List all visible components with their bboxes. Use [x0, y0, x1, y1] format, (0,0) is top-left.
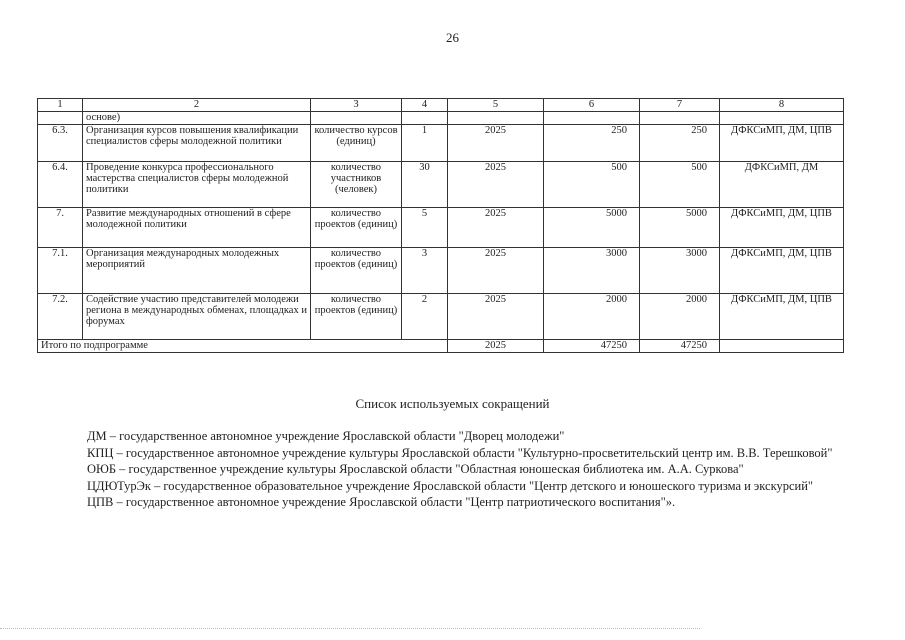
cell-sum1: 500: [544, 162, 640, 208]
cell-sum2: 5000: [640, 208, 720, 248]
total-executors: [720, 340, 844, 353]
table-total-row: [38, 340, 844, 353]
table-row: [38, 294, 844, 340]
cell-sum1: 250: [544, 125, 640, 162]
cell-year: 2025: [448, 248, 544, 294]
abbreviation-item: КПЦ – государственное автономное учреждение культуры Ярославской области "Культурно-просветительский центр им. В.В. Терешковой": [87, 445, 833, 460]
cell-sum1: 3000: [544, 248, 640, 294]
column-header: 8: [720, 99, 844, 112]
cell-name: Содействие участию представителей молодежи региона в международных обменах, площадках и форумах: [83, 294, 311, 340]
cell-indicator: количество участников (человек): [311, 162, 402, 208]
abbreviation-item: ОЮБ – государственное учреждение культуры Ярославской области "Областная юношеская библиотека им. А.А. Суркова": [87, 462, 744, 476]
cell-value: 1: [402, 125, 448, 162]
total-label: Итого по подпрограмме: [38, 340, 448, 353]
column-header: 2: [83, 99, 311, 112]
table-row-continuation: [38, 112, 844, 125]
cell-sum2: 500: [640, 162, 720, 208]
table-row: [38, 162, 844, 208]
cell-value: 5: [402, 208, 448, 248]
cell-year: 2025: [448, 294, 544, 340]
table-row: [38, 248, 844, 294]
cell-executors: ДФКСиМП, ДМ, ЦПВ: [720, 208, 844, 248]
cell-year: 2025: [448, 162, 544, 208]
abbreviations-title: Список используемых сокращений: [355, 396, 550, 411]
cell-name: Развитие международных отношений в сфере молодежной политики: [83, 208, 311, 248]
cell-name: Организация курсов повышения квалификации специалистов сферы молодежной политики: [83, 125, 311, 162]
cell-executors: ДФКСиМП, ДМ, ЦПВ: [720, 248, 844, 294]
cell-indicator: количество проектов (единиц): [311, 294, 402, 340]
cell-value: 2: [402, 294, 448, 340]
cell-sum2: 250: [640, 125, 720, 162]
cell-sum2: 2000: [640, 294, 720, 340]
scan-edge-divider: [0, 628, 700, 629]
cell-name: Организация международных молодежных мероприятий: [83, 248, 311, 294]
table-header-row: [38, 99, 844, 112]
page-number: 26: [446, 30, 459, 45]
cell-executors: [720, 112, 844, 125]
cell-year: [448, 112, 544, 125]
cell-sum2: 3000: [640, 248, 720, 294]
cell-num: 6.4.: [38, 162, 83, 208]
cell-indicator: количество проектов (единиц): [311, 208, 402, 248]
cell-year: 2025: [448, 208, 544, 248]
cell-value: 30: [402, 162, 448, 208]
column-header: 6: [544, 99, 640, 112]
program-table: [37, 98, 844, 353]
total-sum2: 47250: [640, 340, 720, 353]
table-row: [38, 208, 844, 248]
column-header: 7: [640, 99, 720, 112]
cell-executors: ДФКСиМП, ДМ: [720, 162, 844, 208]
cell-num: 7.: [38, 208, 83, 248]
abbreviation-item: ЦПВ – государственное автономное учреждение Ярославской области "Центр патриотического воспитания"».: [87, 495, 676, 509]
cell-executors: ДФКСиМП, ДМ, ЦПВ: [720, 294, 844, 340]
table-row: [38, 125, 844, 162]
cell-sum1: 2000: [544, 294, 640, 340]
column-header: 5: [448, 99, 544, 112]
cell-indicator: количество курсов (единиц): [311, 125, 402, 162]
total-sum1: 47250: [544, 340, 640, 353]
cell-num: 7.2.: [38, 294, 83, 340]
column-header: 1: [38, 99, 83, 112]
column-header: 3: [311, 99, 402, 112]
cell-num: 6.3.: [38, 125, 83, 162]
column-header: 4: [402, 99, 448, 112]
cell-value: [402, 112, 448, 125]
total-year: 2025: [448, 340, 544, 353]
cell-sum1: [544, 112, 640, 125]
cell-sum2: [640, 112, 720, 125]
abbreviation-item: ДМ – государственное автономное учреждение Ярославской области "Дворец молодежи": [87, 429, 565, 443]
cell-name: Проведение конкурса профессионального мастерства специалистов сферы молодежной политики: [83, 162, 311, 208]
cell-executors: ДФКСиМП, ДМ, ЦПВ: [720, 125, 844, 162]
abbreviation-item: ЦДЮТурЭк – государственное образовательное учреждение Ярославской области "Центр детского и юношеского туризма и экскурсий": [87, 478, 814, 493]
cell-name: основе): [83, 112, 311, 125]
cell-value: 3: [402, 248, 448, 294]
cell-year: 2025: [448, 125, 544, 162]
cell-num: 7.1.: [38, 248, 83, 294]
cell-indicator: количество проектов (единиц): [311, 248, 402, 294]
cell-num: [38, 112, 83, 125]
cell-indicator: [311, 112, 402, 125]
cell-sum1: 5000: [544, 208, 640, 248]
abbreviations-list: [37, 428, 835, 511]
